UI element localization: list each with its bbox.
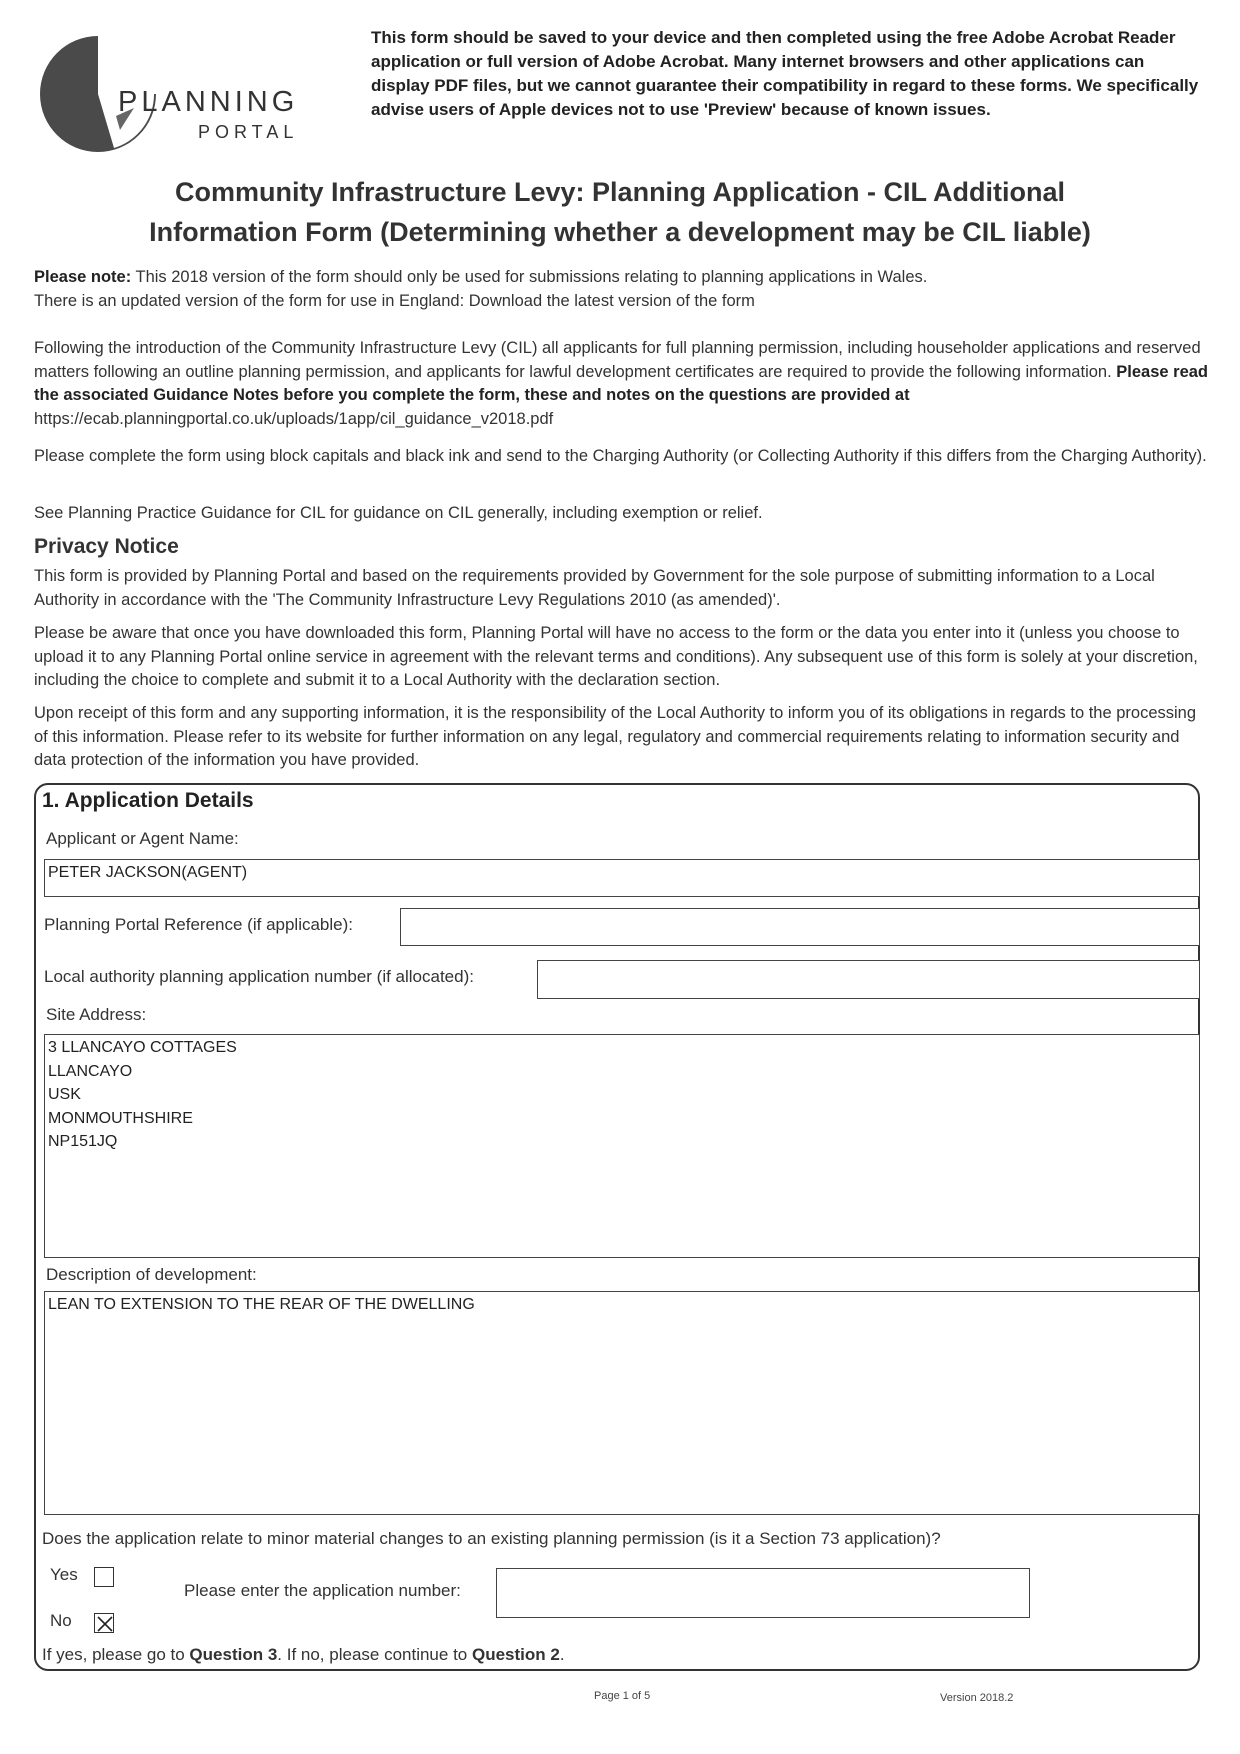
- please-note-label: Please note:: [34, 268, 132, 286]
- question-3-ref: Question 3: [189, 1645, 278, 1664]
- privacy-paragraph-1: This form is provided by Planning Portal and based on the requirements provided by Government for the sole purpose of submitting information to a Local Authority in accordance with the 'The Community Infrastructure Levy Regulations 2010 (as amended)'.: [34, 567, 1155, 609]
- intro-paragraph: [34, 337, 1214, 431]
- description-value: LEAN TO EXTENSION TO THE REAR OF THE DWELLING: [48, 1296, 475, 1313]
- site-address-field[interactable]: [44, 1034, 1200, 1258]
- applicant-name-field[interactable]: [44, 859, 1200, 897]
- privacy-paragraph-3: Upon receipt of this form and any supporting information, it is the responsibility of the Local Authority to inform you of its obligations in regards to the processing of this information. Please refer to its website for further information on any legal, regulatory and commercial requirements relating to information security and data protection of the information you have provided.: [34, 704, 1197, 769]
- description-field[interactable]: [44, 1291, 1200, 1515]
- application-number-field[interactable]: [496, 1568, 1030, 1618]
- site-address-label: Site Address:: [46, 1005, 147, 1024]
- section-73-question: Does the application relate to minor material changes to an existing planning permission (is it a Section 73 application)?: [42, 1529, 941, 1548]
- please-note-line-2: There is an updated version of the form for use in England: Download the latest version of the form: [34, 291, 755, 310]
- checkmark-x-icon: [95, 1614, 115, 1634]
- planning-practice-guidance: See Planning Practice Guidance for CIL for guidance on CIL generally, including exemption or relief.: [34, 504, 763, 522]
- software-notice: This form should be saved to your device and then completed using the free Adobe Acrobat Reader application or full version of Adobe Acrobat. Many internet browsers and other applications can display PDF files, but we cannot guarantee their compatibility in regard to these forms. We specifically advise users of Apple devices not to use 'Preview' because of known issues.: [371, 28, 1199, 119]
- planning-portal-reference-field[interactable]: [400, 908, 1200, 946]
- site-address-line: LLANCAYO: [48, 1062, 133, 1080]
- yes-label: Yes: [50, 1565, 78, 1584]
- site-address-line: USK: [48, 1086, 81, 1103]
- planning-portal-logo: [36, 34, 316, 154]
- site-address-line: 3 LLANCAYO COTTAGES: [48, 1039, 237, 1056]
- question-2-ref: Question 2: [471, 1645, 560, 1664]
- routing-text-3: .: [559, 1645, 565, 1664]
- applicant-name-label: Applicant or Agent Name:: [46, 829, 239, 848]
- section-title: 1. Application Details: [42, 789, 254, 812]
- la-application-number-field[interactable]: [537, 960, 1200, 999]
- form-title-line-2: Information Form (Determining whether a development may be CIL liable): [149, 217, 1091, 247]
- yes-checkbox[interactable]: [94, 1567, 114, 1587]
- page-number: Page 1 of 5: [594, 1690, 651, 1702]
- form-title-line-1: Community Infrastructure Levy: Planning Application - CIL Additional: [174, 177, 1066, 207]
- block-capitals-instruction: Please complete the form using block capitals and black ink and send to the Charging Authority (or Collecting Authority if this differs from the Charging Authority).: [34, 447, 1207, 465]
- site-address-line: MONMOUTHSHIRE: [48, 1109, 193, 1127]
- please-note: [34, 266, 1214, 313]
- please-note-text: This 2018 version of the form should only be used for submissions relating to planning applications in Wales.: [131, 268, 928, 286]
- logo-wordmark-planning: PLANNING: [118, 86, 299, 118]
- intro-paragraph-text: Following the introduction of the Community Infrastructure Levy (CIL) all applicants for full planning permission, including householder applications and reserved matters following an outline planning permission, and applicants for lawful development certificates are required to provide the following information.: [34, 339, 1201, 381]
- routing-text-1: If yes, please go to: [42, 1645, 190, 1664]
- site-address-line: NP151JQ: [48, 1133, 118, 1150]
- application-details-section: [34, 783, 1200, 1671]
- application-number-label: Please enter the application number:: [184, 1581, 461, 1600]
- routing-text-2: . If no, please continue to: [277, 1645, 472, 1664]
- privacy-paragraph-2: Please be aware that once you have downloaded this form, Planning Portal will have no access to the form or the data you enter into it (unless you choose to upload it to any Planning Portal online service in agreement with the relevant terms and conditions). Any subsequent use of this form is solely at your discretion, including the choice to complete and submit it to a Local Authority with the declaration section.: [34, 624, 1198, 689]
- logo-wordmark-portal: PORTAL: [198, 122, 299, 142]
- la-application-number-label: Local authority planning application number (if allocated):: [44, 967, 474, 986]
- no-checkbox[interactable]: [94, 1613, 114, 1633]
- routing-instruction: [42, 1645, 565, 1665]
- no-label: No: [50, 1611, 72, 1630]
- privacy-notice-heading: Privacy Notice: [34, 535, 179, 558]
- applicant-name-value: PETER JACKSON(AGENT): [48, 864, 248, 881]
- guidance-url-link[interactable]: https://ecab.planningportal.co.uk/uploads/1app/cil_guidance_v2018.pdf: [34, 409, 554, 428]
- planning-portal-reference-label: Planning Portal Reference (if applicable):: [44, 915, 354, 934]
- description-label: Description of development:: [46, 1265, 257, 1284]
- guidance-notes-instruction: Please read the associated Guidance Notes before you complete the form, these and notes on the questions are provided at: [34, 362, 1208, 404]
- site-address-value: [48, 1036, 237, 1154]
- form-title: [40, 172, 1200, 252]
- version-label: Version 2018.2: [940, 1692, 1014, 1704]
